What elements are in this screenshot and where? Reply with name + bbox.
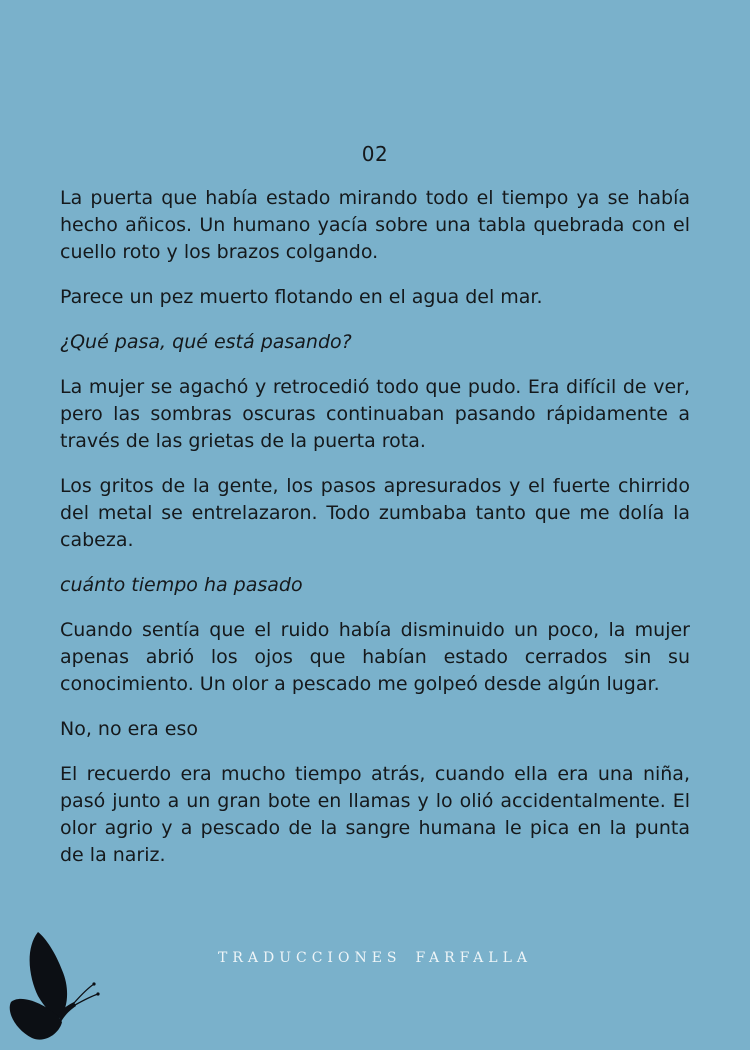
paragraph-italic: cuánto tiempo ha pasado [60, 574, 303, 596]
paragraph: Los gritos de la gente, los pasos apresurados y el fuerte chirrido del metal se entrelazaron. Todo zumbaba tanto que me dolía la cabeza. [60, 475, 690, 551]
butterfly-icon [8, 928, 103, 1046]
chapter-body [60, 185, 690, 887]
paragraph: La puerta que había estado mirando todo el tiempo ya se había hecho añicos. Un humano yacía sobre una tabla quebrada con el cuello roto y los brazos colgando. [60, 187, 690, 263]
page-number: 02 [361, 142, 389, 166]
publisher-name [0, 950, 750, 966]
publisher-word-1: TRADUCCIONES [218, 950, 402, 966]
paragraph: No, no era eso [60, 718, 199, 740]
paragraph: El recuerdo era mucho tiempo atrás, cuando ella era una niña, pasó junto a un gran bote en llamas y lo olió accidentalmente. El olor agrio y a pescado de la sangre humana le pica en la punta de la nariz. [60, 763, 690, 866]
paragraph-italic: ¿Qué pasa, qué está pasando? [60, 331, 352, 353]
publisher-word-2: FARFALLA [415, 950, 532, 966]
paragraph: La mujer se agachó y retrocedió todo que pudo. Era difícil de ver, pero las sombras oscuras continuaban pasando rápidamente a través de las grietas de la puerta rota. [60, 376, 690, 452]
paragraph: Cuando sentía que el ruido había disminuido un poco, la mujer apenas abrió los ojos que habían estado cerrados sin su conocimiento. Un olor a pescado me golpeó desde algún lugar. [60, 619, 690, 695]
paragraph: Parece un pez muerto flotando en el agua del mar. [60, 286, 543, 308]
